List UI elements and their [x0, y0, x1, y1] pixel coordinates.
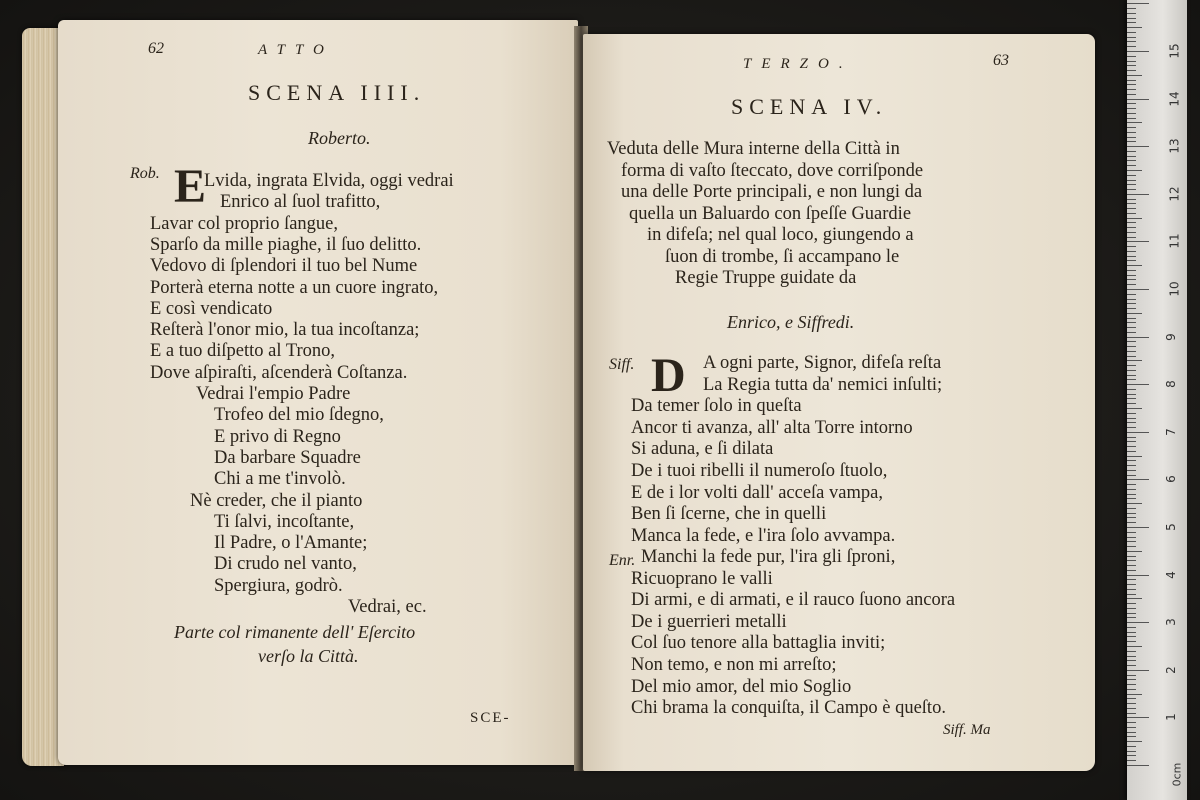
ruler-tick	[1127, 32, 1136, 33]
setting-line: Veduta delle Mura interne della Città in	[607, 139, 900, 159]
ruler-tick	[1127, 589, 1136, 590]
verse-line: De i tuoi ribelli il numeroſo ſtuolo,	[631, 461, 888, 481]
verse-line: Vedrai l'empio Padre	[196, 384, 351, 404]
ruler-tick	[1127, 556, 1136, 557]
ruler-label: 15	[1167, 43, 1182, 59]
ruler-label: 14	[1167, 90, 1182, 107]
ruler-tick	[1127, 251, 1136, 252]
ruler-tick	[1127, 379, 1136, 380]
ruler-tick	[1127, 27, 1142, 28]
ruler-tick	[1127, 746, 1136, 747]
ruler-tick	[1127, 537, 1136, 538]
ruler-tick	[1127, 256, 1136, 257]
verse-line: Non temo, e non mi arreſto;	[631, 655, 837, 675]
ruler-tick	[1127, 622, 1149, 623]
ruler-tick	[1127, 227, 1136, 228]
ruler-tick	[1127, 684, 1136, 685]
ruler-tick	[1127, 332, 1136, 333]
ruler-tick	[1127, 389, 1136, 390]
ruler-tick	[1127, 446, 1136, 447]
ruler-tick	[1127, 127, 1136, 128]
ruler-tick	[1127, 46, 1136, 47]
drop-cap-e: E	[174, 160, 207, 213]
ruler-tick	[1127, 70, 1136, 71]
ruler-tick	[1127, 432, 1149, 433]
ruler-tick	[1127, 627, 1136, 628]
ruler-tick	[1127, 675, 1136, 676]
ruler-tick	[1127, 213, 1136, 214]
ruler-tick	[1127, 503, 1142, 504]
verse-line: Del mio amor, del mio Soglio	[631, 676, 852, 697]
ruler-tick	[1127, 294, 1136, 295]
ruler-tick	[1127, 218, 1142, 219]
ruler-tick	[1127, 56, 1136, 57]
ruler-tick	[1127, 341, 1136, 342]
ruler-tick	[1127, 146, 1149, 147]
ruler-tick	[1127, 118, 1136, 119]
verse-line: E a tuo diſpetto al Trono,	[150, 341, 335, 362]
ruler-label: 9	[1163, 332, 1178, 341]
ruler-tick	[1127, 765, 1149, 766]
ruler-tick	[1127, 384, 1149, 385]
setting-line: forma di vaſto ſteccato, dove corriſponde	[621, 160, 924, 181]
ruler-tick	[1127, 437, 1136, 438]
verse-line: Ricuoprano le valli	[631, 568, 773, 589]
verse-line: E così vendicato	[150, 298, 273, 319]
ruler-tick	[1127, 203, 1136, 204]
ruler-tick	[1127, 651, 1136, 652]
stage-direction-line-1: Parte col rimanente dell' Eſercito	[174, 622, 416, 642]
ruler-tick	[1127, 646, 1142, 647]
ruler-tick	[1127, 237, 1136, 238]
ruler-tick	[1127, 365, 1136, 366]
right-scene-title: SCENA IV.	[731, 94, 888, 119]
ruler-tick	[1127, 665, 1136, 666]
right-characters: Enrico, e Siffredi.	[727, 312, 855, 332]
verse-line: Spergiura, godrò.	[214, 575, 343, 596]
ruler-tick	[1127, 608, 1136, 609]
ruler-tick	[1127, 475, 1136, 476]
ruler-label: 10	[1167, 281, 1182, 297]
verse-line: Nè creder, che il pianto	[190, 490, 363, 511]
left-page-number: 62	[148, 40, 164, 57]
ruler-tick	[1127, 184, 1136, 185]
setting-line: ſuon di trombe, ſi accampano le	[665, 246, 900, 267]
verse-line: E de i lor volti dall' acceſa vampa,	[631, 482, 883, 503]
ruler-label: 6	[1163, 475, 1178, 484]
left-catchword: SCE-	[470, 710, 511, 726]
ruler-tick	[1127, 660, 1136, 661]
ruler-tick	[1127, 360, 1142, 361]
verse-line: Col ſuo tenore alla battaglia inviti;	[631, 633, 886, 654]
ruler-tick	[1127, 75, 1142, 76]
ruler-tick	[1127, 151, 1136, 152]
ruler-tick	[1127, 713, 1136, 714]
verse-line: Ancor ti avanza, all' alta Torre intorno	[631, 417, 913, 438]
ruler-tick	[1127, 246, 1136, 247]
ruler-tick	[1127, 156, 1136, 157]
left-running-head: ATTO	[258, 42, 334, 58]
ruler-tick	[1127, 265, 1142, 266]
ruler-tick	[1127, 565, 1136, 566]
ruler-tick	[1127, 494, 1136, 495]
ruler-label: 3	[1163, 618, 1178, 627]
verse-line: Chi brama la conquiſta, il Campo è queſto.	[631, 698, 946, 719]
ruler-tick	[1127, 598, 1142, 599]
ruler-tick	[1127, 541, 1136, 542]
ruler-tick	[1127, 337, 1149, 338]
ruler-label: 4	[1163, 570, 1178, 579]
ruler-tick	[1127, 398, 1136, 399]
verse-line: Da barbare Squadre	[214, 447, 361, 468]
ruler-tick	[1127, 679, 1136, 680]
ruler-label: 12	[1167, 186, 1182, 202]
ruler-tick	[1127, 579, 1136, 580]
left-character-name: Roberto.	[308, 128, 371, 148]
verse-line: Trofeo del mio ſdegno,	[214, 405, 384, 426]
ruler-tick	[1127, 13, 1136, 14]
ruler-tick	[1127, 189, 1136, 190]
ruler-tick	[1127, 3, 1149, 4]
ruler-tick	[1127, 479, 1149, 480]
ruler-tick	[1127, 80, 1136, 81]
ruler-tick	[1127, 232, 1136, 233]
ruler-tick	[1127, 546, 1136, 547]
ruler-tick	[1127, 222, 1136, 223]
ruler-tick	[1127, 408, 1142, 409]
ruler-tick	[1127, 403, 1136, 404]
ruler-tick	[1127, 427, 1136, 428]
speaker-rob: Rob.	[130, 165, 160, 182]
ruler-tick	[1127, 346, 1136, 347]
ruler-tick	[1127, 308, 1136, 309]
ruler-tick	[1127, 375, 1136, 376]
ruler-label: 2	[1163, 665, 1178, 674]
ruler-tick	[1127, 122, 1142, 123]
ruler-tick	[1127, 303, 1136, 304]
ruler-tick	[1127, 270, 1136, 271]
speaker-enr: Enr.	[609, 552, 636, 569]
right-catchword: Siff. Ma	[943, 722, 991, 738]
ruler-tick	[1127, 603, 1136, 604]
ruler-label: 5	[1163, 523, 1178, 531]
ruler-tick	[1127, 113, 1136, 114]
ruler-tick	[1127, 22, 1136, 23]
verse-line: Vedovo di ſplendori il tuo bel Nume	[150, 256, 418, 277]
verse-line: Lavar col proprio ſangue,	[150, 213, 339, 234]
right-running-head: TERZO.	[743, 56, 853, 72]
ruler-tick	[1127, 517, 1136, 518]
ruler-tick	[1127, 199, 1136, 200]
ruler-label: 1	[1163, 713, 1178, 722]
ruler-tick	[1127, 451, 1136, 452]
ruler-tick	[1127, 575, 1149, 576]
ruler-tick	[1127, 141, 1136, 142]
verse-line: Vedrai, ec.	[348, 597, 427, 617]
ruler-tick	[1127, 736, 1136, 737]
verse-line: Reſterà l'onor mio, la tua incoſtanza;	[150, 320, 420, 341]
ruler-tick	[1127, 418, 1136, 419]
ruler-tick	[1127, 89, 1136, 90]
ruler-tick	[1127, 732, 1136, 733]
verse-line: Chi a me t'involò.	[214, 469, 346, 490]
verse-line: E privo di Regno	[214, 426, 341, 447]
ruler-tick	[1127, 708, 1136, 709]
ruler-tick	[1127, 160, 1136, 161]
ruler-tick	[1127, 65, 1136, 66]
verse-line: Di crudo nel vanto,	[214, 554, 357, 575]
ruler-tick	[1127, 241, 1149, 242]
ruler-tick	[1127, 18, 1136, 19]
ruler-tick	[1127, 351, 1136, 352]
ruler-tick	[1127, 275, 1136, 276]
ruler-tick	[1127, 99, 1149, 100]
ruler-tick	[1127, 470, 1136, 471]
ruler-tick	[1127, 741, 1142, 742]
speaker-siff: Siff.	[609, 356, 635, 373]
ruler-label: 11	[1167, 233, 1182, 250]
ruler-tick	[1127, 594, 1136, 595]
verse-line: De i guerrieri metalli	[631, 611, 787, 632]
ruler-tick	[1127, 460, 1136, 461]
ruler-tick	[1127, 108, 1136, 109]
verse-line: Lvida, ingrata Elvida, oggi vedrai	[204, 171, 454, 191]
ruler-tick	[1127, 717, 1149, 718]
ruler-tick	[1127, 751, 1136, 752]
verse-line: Di armi, e di armati, e il rauco ſuono ancora	[631, 590, 956, 611]
ruler-tick	[1127, 755, 1136, 756]
ruler-tick	[1127, 613, 1136, 614]
right-page	[583, 34, 1095, 771]
ruler-tick	[1127, 551, 1142, 552]
ruler-tick	[1127, 456, 1142, 457]
ruler-tick	[1127, 727, 1136, 728]
ruler-tick	[1127, 498, 1136, 499]
ruler-unit-label: 0cm	[1170, 762, 1184, 787]
ruler-tick	[1127, 560, 1136, 561]
verse-line: Si aduna, e ſi dilata	[631, 439, 774, 460]
verse-line: A ogni parte, Signor, difeſa reſta	[703, 353, 942, 373]
ruler-tick	[1127, 194, 1149, 195]
ruler-tick	[1127, 760, 1136, 761]
ruler-tick	[1127, 689, 1136, 690]
ruler-tick	[1127, 356, 1136, 357]
ruler-tick	[1127, 132, 1136, 133]
ruler-tick	[1127, 670, 1149, 671]
verse-line: Ti ſalvi, incoſtante,	[214, 511, 355, 532]
ruler-tick	[1127, 284, 1136, 285]
ruler-tick	[1127, 441, 1136, 442]
ruler-tick	[1127, 513, 1136, 514]
verse-line: Dove aſpiraſti, aſcenderà Coſtanza.	[150, 362, 408, 383]
verse-line: Porterà eterna notte a un cuore ingrato,	[150, 277, 439, 298]
ruler-tick	[1127, 532, 1136, 533]
ruler-tick	[1127, 584, 1136, 585]
ruler-label: 8	[1163, 380, 1178, 389]
verse-line: Manchi la fede pur, l'ira gli ſproni,	[641, 547, 896, 567]
ruler-tick	[1127, 694, 1142, 695]
ruler-tick	[1127, 84, 1136, 85]
drop-cap-d: D	[651, 349, 686, 402]
ruler-tick	[1127, 570, 1136, 571]
ruler-tick	[1127, 51, 1149, 52]
ruler-tick	[1127, 289, 1149, 290]
ruler-tick	[1127, 170, 1142, 171]
ruler-tick	[1127, 722, 1136, 723]
ruler-tick	[1127, 137, 1136, 138]
ruler-tick	[1127, 527, 1149, 528]
verse-line: Enrico al ſuol trafitto,	[220, 192, 381, 213]
ruler-tick	[1127, 279, 1136, 280]
measuring-ruler	[1127, 0, 1187, 800]
verse-line: Manca la fede, e l'ira ſolo avvampa.	[631, 525, 896, 546]
ruler-tick	[1127, 394, 1136, 395]
ruler-tick	[1127, 103, 1136, 104]
ruler-label: 13	[1167, 138, 1182, 154]
verse-line: Da temer ſolo in queſta	[631, 396, 802, 417]
ruler-tick	[1127, 703, 1136, 704]
ruler-tick	[1127, 413, 1136, 414]
ruler-tick	[1127, 508, 1136, 509]
ruler-tick	[1127, 41, 1136, 42]
ruler-tick	[1127, 94, 1136, 95]
setting-line: Regie Truppe guidate da	[675, 268, 857, 288]
stage-direction-line-2: verſo la Città.	[258, 646, 359, 666]
ruler-tick	[1127, 698, 1136, 699]
ruler-tick	[1127, 175, 1136, 176]
verse-line: Ben ſi ſcerne, che in quelli	[631, 504, 827, 525]
right-page-number: 63	[993, 52, 1009, 69]
ruler-tick	[1127, 37, 1136, 38]
ruler-tick	[1127, 617, 1136, 618]
ruler-tick	[1127, 484, 1136, 485]
ruler-tick	[1127, 61, 1136, 62]
ruler-tick	[1127, 165, 1136, 166]
ruler-tick	[1127, 313, 1142, 314]
ruler-tick	[1127, 636, 1136, 637]
ruler-tick	[1127, 327, 1136, 328]
ruler-tick	[1127, 641, 1136, 642]
setting-line: in difeſa; nel qual loco, giungendo a	[647, 225, 914, 245]
ruler-tick	[1127, 260, 1136, 261]
ruler-tick	[1127, 422, 1136, 423]
left-page	[58, 20, 578, 765]
ruler-tick	[1127, 632, 1136, 633]
ruler-tick	[1127, 322, 1136, 323]
verse-line: Sparſo da mille piaghe, il ſuo delitto.	[150, 234, 422, 255]
ruler-label: 7	[1163, 427, 1178, 436]
ruler-tick	[1127, 299, 1136, 300]
setting-line: quella un Baluardo con ſpeſſe Guardie	[629, 203, 912, 224]
ruler-tick	[1127, 8, 1136, 9]
ruler-tick	[1127, 370, 1136, 371]
ruler-tick	[1127, 180, 1136, 181]
verse-line: La Regia tutta da' nemici inſulti;	[703, 374, 943, 395]
setting-line: una delle Porte principali, e non lungi da	[621, 182, 923, 202]
ruler-tick	[1127, 489, 1136, 490]
ruler-tick	[1127, 656, 1136, 657]
verse-line: Il Padre, o l'Amante;	[214, 533, 368, 554]
ruler-tick	[1127, 465, 1136, 466]
ruler-tick	[1127, 318, 1136, 319]
ruler-tick	[1127, 208, 1136, 209]
left-scene-title: SCENA IIII.	[248, 80, 426, 105]
ruler-tick	[1127, 522, 1136, 523]
